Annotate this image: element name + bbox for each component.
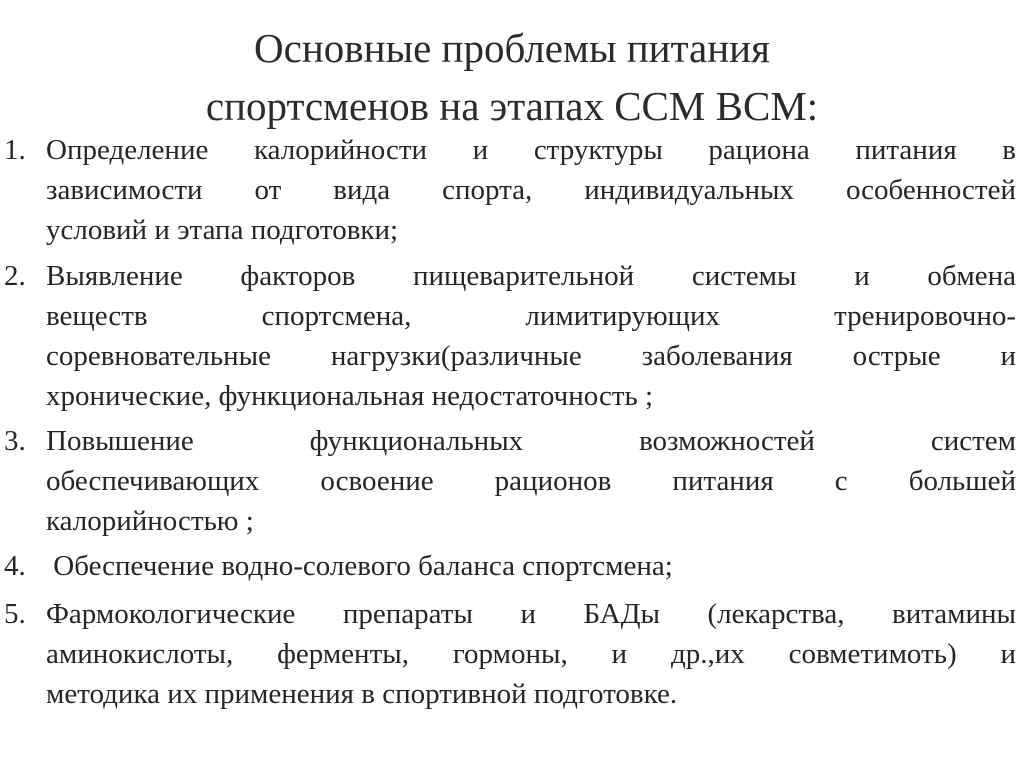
list-item-line: аминокислоты, ферменты, гормоны, и др.,их совметимоть) и xyxy=(46,638,1016,670)
list-item-number: 4. xyxy=(4,550,26,582)
title-line-1: Основные проблемы питания xyxy=(254,25,770,71)
list-item-line: условий и этапа подготовки; xyxy=(46,214,399,246)
list-item-line: хронические, функциональная недостаточность ; xyxy=(46,380,654,412)
list-item-line: Определение калорийности и структуры рациона питания в xyxy=(46,134,1016,166)
list-item-line: Выявление факторов пищеварительной системы и обмена xyxy=(46,260,1016,292)
list-item-line: методика их применения в спортивной подготовке. xyxy=(46,678,678,710)
list-item-line: обеспечивающих освоение рационов питания с большей xyxy=(46,465,1016,497)
list-item-line: Фармокологические препараты и БАДы (лекарства, витамины xyxy=(46,598,1016,630)
list-item-line: соревновательные нагрузки(различные заболевания острые и xyxy=(46,340,1016,372)
list-item-line: калорийностью ; xyxy=(46,505,254,537)
list-item-line: Повышение функциональных возможностей систем xyxy=(46,425,1016,457)
list-item-number: 2. xyxy=(4,260,26,292)
list-item-number: 3. xyxy=(4,425,26,457)
list-item-line: веществ спортсмена, лимитирующих тренировочно- xyxy=(46,300,1016,332)
list-item-number: 5. xyxy=(4,598,26,630)
list-item-line: зависимости от вида спорта, индивидуальных особенностей xyxy=(46,174,1016,206)
title-line-2: спортсменов на этапах ССМ ВСМ: xyxy=(205,83,819,129)
list-item-number: 1. xyxy=(4,134,26,166)
list-item-line: Обеспечение водно-солевого баланса спортсмена; xyxy=(46,550,673,582)
